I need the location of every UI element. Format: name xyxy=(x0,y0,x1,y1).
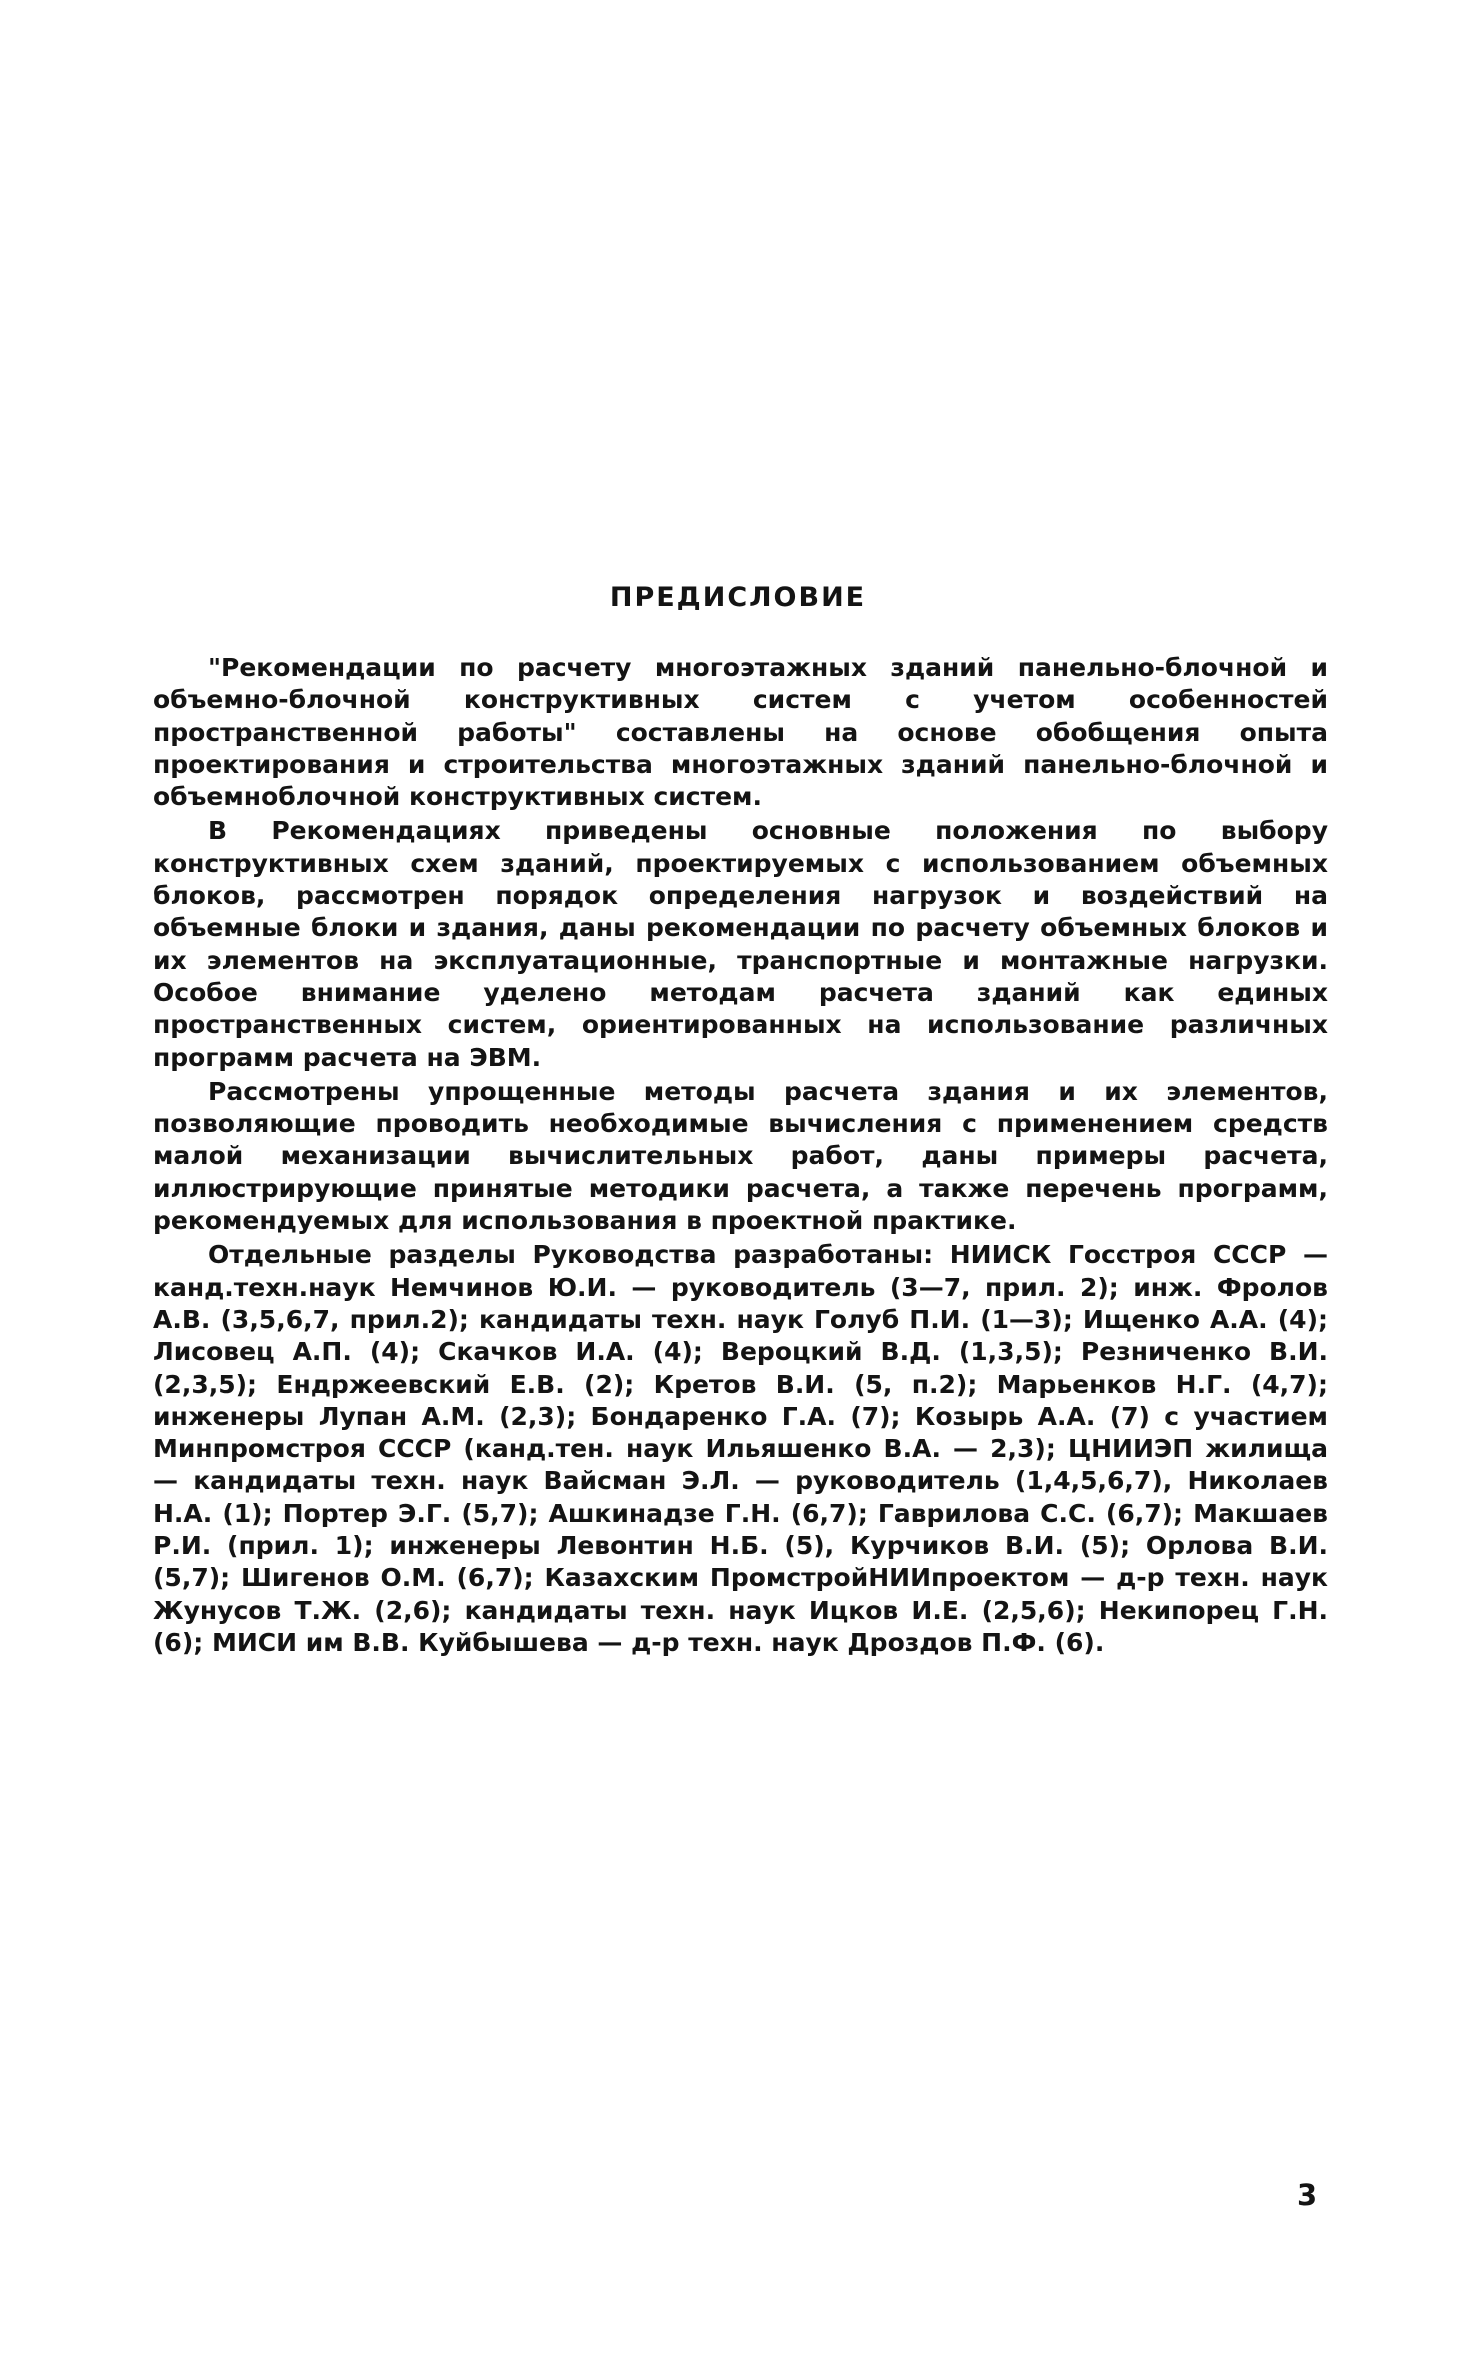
paragraph-methods: Рассмотрены упрощенные методы расчета здания и их элементов, позволяющие проводить необходимые вычисления с применением средств малой механизации вычислительных работ, даны примеры расчета, иллюстрирующие принятые методики расчета, а также перечень программ, рекомендуемых для использования в проектной практике. xyxy=(153,1076,1328,1236)
paragraph-intro: "Рекомендации по расчету многоэтажных зданий панельно-блочной и объемно-блочной конструктивных систем с учетом особенностей пространственной работы" составлены на основе обобщения опыта проектирования и строительства многоэтажных зданий панельно-блочной и объемноблочной конструктивных систем. xyxy=(153,653,1328,812)
page-title: ПРЕДИСЛОВИЕ xyxy=(609,582,867,613)
body-text xyxy=(153,652,1328,1661)
paragraph-contents: В Рекомендациях приведены основные положения по выбору конструктивных схем зданий, проектируемых с использованием объемных блоков, рассмотрен порядок определения нагрузок и воздействий на объемные блоки и здания, даны рекомендации по расчету объемных блоков и их элементов на эксплуатационные, транспортные и монтажные нагрузки. Особое внимание уделено методам расчета зданий как единых пространственных систем, ориентированных на использование различных программ расчета на ЭВМ. xyxy=(153,816,1328,1072)
paragraph-authors: Отдельные разделы Руководства разработаны: НИИСК Госстроя СССР — канд.техн.наук Немчинов Ю.И. — руководитель (3—7, прил. 2); инж. Фролов А.В. (3,5,6,7, прил.2); кандидаты техн. наук Голуб П.И. (1—3); Ищенко А.А. (4); Лисовец А.П. (4); Скачков И.А. (4); Вероцкий В.Д. (1,3,5); Резниченко В.И. (2,3,5); Ендржеевский Е.В. (2); Кретов В.И. (5, п.2); Марьенков Н.Г. (4,7); инженеры Лупан А.М. (2,3); Бондаренко Г.А. (7); Козырь А.А. (7) с участием Минпромстроя СССР (канд.тен. наук Ильяшенко В.А. — 2,3); ЦНИИЭП жилища — кандидаты техн. наук Вайсман Э.Л. — руководитель (1,4,5,6,7), Николаев Н.А. (1); Портер Э.Г. (5,7); Ашкинадзе Г.Н. (6,7); Гаврилова С.С. (6,7); Макшаев Р.И. (прил. 1); инженеры Левонтин Н.Б. (5), Курчиков В.И. (5); Орлова В.И. (5,7); Шигенов О.М. (6,7); Казахским ПромстройНИИпроектом — д-р техн. наук Жунусов Т.Ж. (2,6); кандидаты техн. наук Ицков И.Е. (2,5,6); Некипорец Г.Н. (6); МИСИ им В.В. Куйбышева — д-р техн. наук Дроздов П.Ф. (6). xyxy=(153,1240,1328,1657)
page-number: 3 xyxy=(1297,2178,1318,2212)
